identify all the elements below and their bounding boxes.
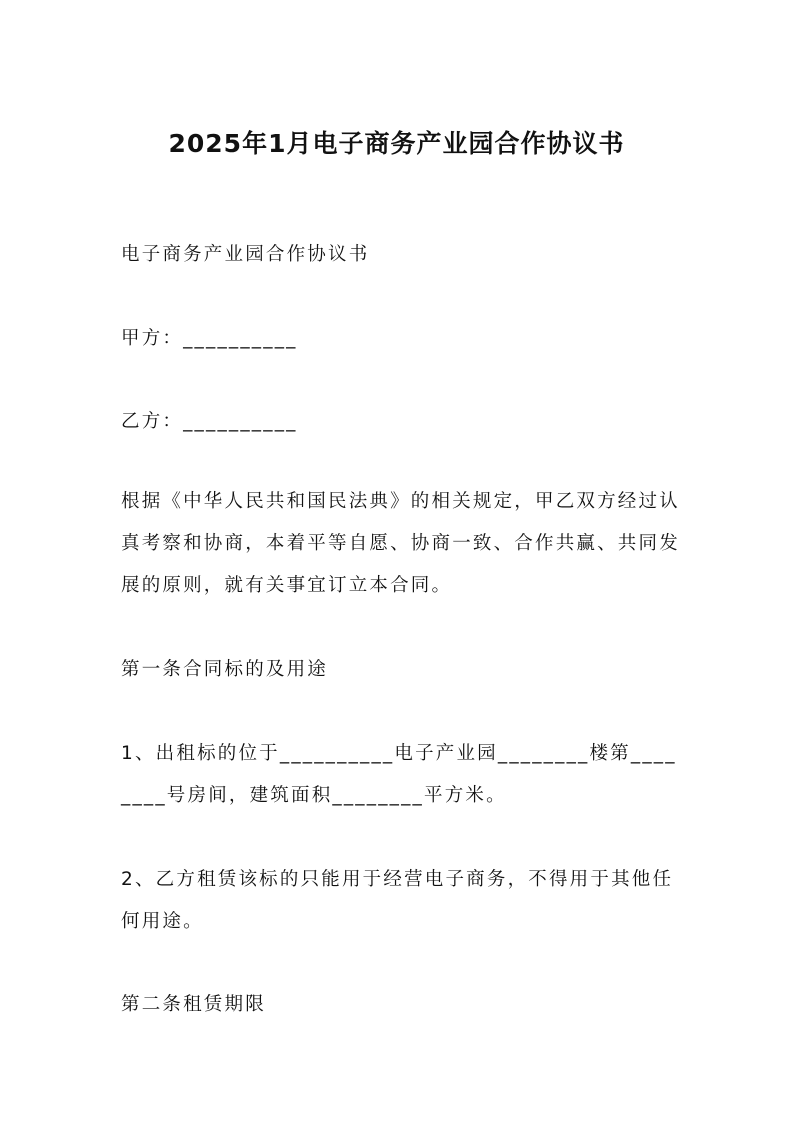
article-1-heading: 第一条合同标的及用途	[121, 659, 329, 680]
party-a-line: 甲方：__________	[121, 328, 298, 349]
party-b-line: 乙方：__________	[121, 411, 298, 432]
article-1-item-2: 2、乙方租赁该标的只能用于经营电子商务，不得用于其他任何用途。	[121, 869, 674, 932]
article-2-heading: 第二条租赁期限	[121, 994, 266, 1015]
article-1-item-1: 1、出租标的位于__________电子产业园________楼第________号房间，建筑面积________平方米。	[121, 743, 677, 806]
document-subtitle: 电子商务产业园合作协议书	[121, 244, 370, 265]
document-title: 2025年1月电子商务产业园合作协议书	[168, 129, 625, 158]
preamble-paragraph: 根据《中华人民共和国民法典》的相关规定，甲乙双方经过认真考察和协商，本着平等自愿、协商一致、合作共赢、共同发展的原则，就有关事宜订立本合同。	[121, 491, 680, 596]
